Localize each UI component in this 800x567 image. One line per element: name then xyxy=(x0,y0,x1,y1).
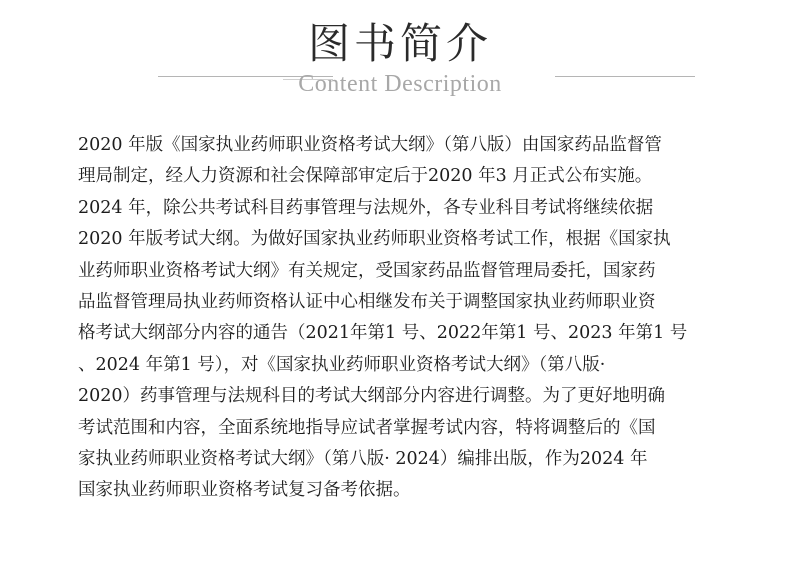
description-line: 业药师职业资格考试大纲》有关规定，受国家药品监督管理局委托，国家药 xyxy=(78,260,656,281)
description-line: 2020 年版考试大纲。为做好国家执业药师职业资格考试工作，根据《国家执 xyxy=(78,229,671,250)
description-line: 、2024 年第1 号），对《国家执业药师职业资格考试大纲》（第八版· xyxy=(78,354,606,375)
description-line: 家执业药师职业资格考试大纲》（第八版· 2024）编排出版，作为2024 年 xyxy=(78,449,648,470)
description-line: 格考试大纲部分内容的通告（2021年第1 号、2022年第1 号、2023 年第1 号 xyxy=(78,323,688,344)
description-body xyxy=(78,130,738,507)
description-line: 2020）药事管理与法规科目的考试大纲部分内容进行调整。为了更好地明确 xyxy=(78,386,666,407)
description-line: 2020 年版《国家执业药师职业资格考试大纲》（第八版）由国家药品监督管 xyxy=(78,135,662,155)
section-title: 图书简介 xyxy=(307,19,492,68)
description-line: 考试范围和内容，全面系统地指导应试者掌握考试内容，特将调整后的《国 xyxy=(78,417,656,438)
description-line: 国家执业药师职业资格考试复习备考依据。 xyxy=(78,480,411,501)
description-line: 理局制定，经人力资源和社会保障部审定后于2020 年3 月正式公布实施。 xyxy=(78,166,653,187)
description-line: 品监督管理局执业药师资格认证中心相继发布关于调整国家执业药师职业资 xyxy=(78,292,656,313)
description-line: 2024 年，除公共考试科目药事管理与法规外，各专业科目考试将继续依据 xyxy=(78,197,654,218)
section-subtitle: Content Description xyxy=(298,71,502,97)
